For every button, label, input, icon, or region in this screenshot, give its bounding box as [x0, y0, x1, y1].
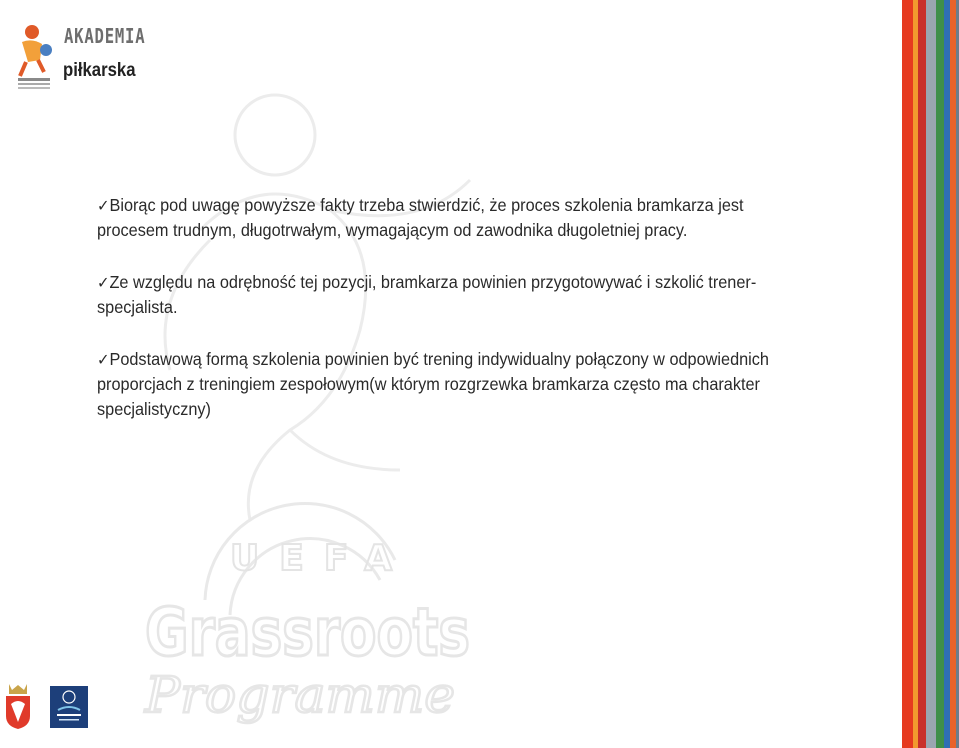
akademia-pilkarska-logo — [8, 14, 158, 94]
uefa-grassroots-logo — [50, 686, 88, 728]
logo-emblem-icon — [12, 20, 58, 92]
logo-title-line1: AKADEMIA — [64, 24, 146, 48]
watermark-word1: Grassroots — [145, 594, 470, 671]
bullet-text: Ze względu na odrębność tej pozycji, bramkarza powinien przygotowywać i szkolić trener-specjalista. — [97, 272, 757, 317]
stripe — [918, 0, 926, 748]
uefa-grassroots-icon — [50, 686, 88, 728]
watermark-word2: Programme — [143, 666, 455, 724]
stripe — [926, 0, 936, 748]
stripe — [902, 0, 913, 748]
watermark-arc-text: UEFA — [230, 538, 413, 579]
bullet-item — [97, 270, 795, 320]
stripe — [936, 0, 944, 748]
decorative-stripes — [902, 0, 959, 748]
bullet-text: Biorąc pod uwagę powyższe fakty trzeba stwierdzić, że proces szkolenia bramkarza jest procesem trudnym, długotrwałym, wymagającym od zawodnika długoletniej pracy. — [97, 195, 744, 240]
bullet-item — [97, 193, 795, 243]
checkmark-icon: ✓ — [97, 196, 110, 215]
checkmark-icon: ✓ — [97, 350, 110, 369]
pzpn-logo — [3, 682, 33, 730]
checkmark-icon: ✓ — [97, 273, 110, 292]
logo-title-line2: piłkarska — [63, 60, 136, 81]
slide-content — [97, 193, 797, 449]
bullet-item — [97, 347, 795, 422]
bullet-text: Podstawową formą szkolenia powinien być trening indywidualny połączony w odpowiednich proporcjach z treningiem zespołowym(w którym rozgrzewka bramkarza często ma charakter specjalistyczny) — [97, 349, 769, 419]
